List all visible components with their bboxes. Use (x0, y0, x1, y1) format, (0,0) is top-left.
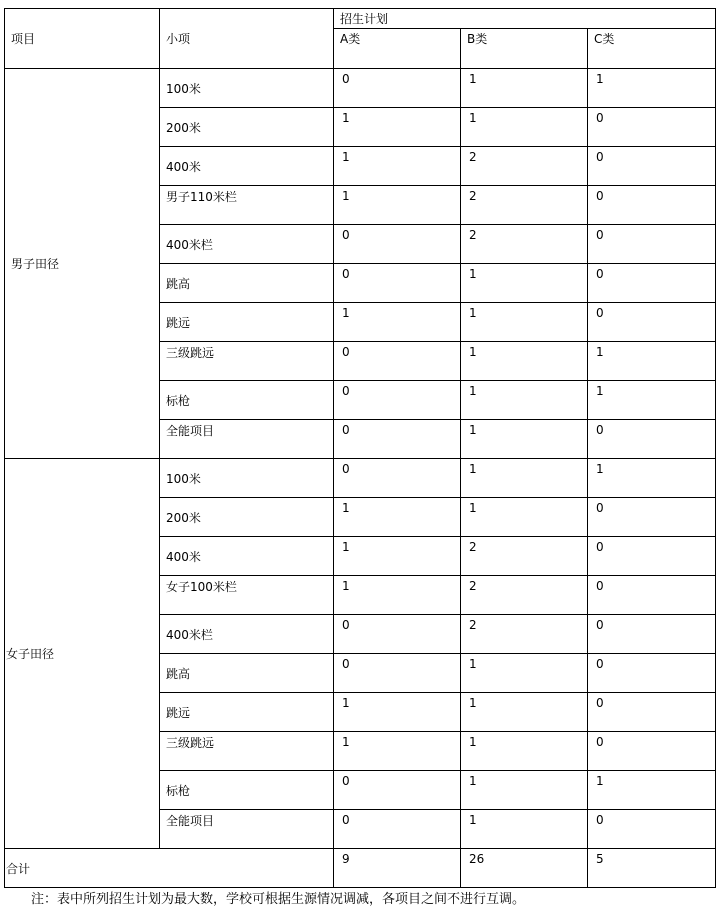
value-cell-a: 0 (334, 810, 461, 849)
subitem-cell: 跳高 (160, 654, 334, 693)
header-class-c: C类 (588, 29, 716, 69)
value-cell-c: 0 (588, 420, 716, 459)
value-cell-b: 1 (461, 264, 588, 303)
value-cell-a: 1 (334, 186, 461, 225)
value-cell-c: 0 (588, 108, 716, 147)
table-row (5, 459, 716, 498)
subitem-cell: 100米 (160, 69, 334, 108)
value-cell-a: 1 (334, 108, 461, 147)
value-cell-a: 0 (334, 69, 461, 108)
value-cell-a: 0 (334, 225, 461, 264)
value-cell-c: 1 (588, 771, 716, 810)
total-value-c: 5 (588, 849, 716, 888)
value-cell-c: 0 (588, 537, 716, 576)
subitem-cell: 跳远 (160, 693, 334, 732)
value-cell-b: 2 (461, 537, 588, 576)
value-cell-a: 0 (334, 342, 461, 381)
subitem-cell: 三级跳远 (160, 732, 334, 771)
subitem-cell: 跳远 (160, 303, 334, 342)
enrollment-plan-table (4, 8, 716, 888)
value-cell-a: 1 (334, 576, 461, 615)
value-cell-c: 0 (588, 576, 716, 615)
value-cell-c: 1 (588, 459, 716, 498)
subitem-cell: 三级跳远 (160, 342, 334, 381)
value-cell-c: 0 (588, 732, 716, 771)
value-cell-b: 1 (461, 459, 588, 498)
value-cell-a: 0 (334, 381, 461, 420)
value-cell-b: 1 (461, 342, 588, 381)
value-cell-b: 2 (461, 615, 588, 654)
value-cell-b: 1 (461, 69, 588, 108)
subitem-cell: 标枪 (160, 381, 334, 420)
value-cell-b: 1 (461, 654, 588, 693)
value-cell-a: 1 (334, 732, 461, 771)
value-cell-b: 2 (461, 186, 588, 225)
value-cell-b: 1 (461, 771, 588, 810)
subitem-cell: 女子100米栏 (160, 576, 334, 615)
subitem-cell: 400米 (160, 537, 334, 576)
value-cell-b: 2 (461, 225, 588, 264)
total-value-a: 9 (334, 849, 461, 888)
value-cell-c: 0 (588, 147, 716, 186)
value-cell-a: 0 (334, 420, 461, 459)
header-class-a: A类 (334, 29, 461, 69)
subitem-cell: 200米 (160, 108, 334, 147)
value-cell-c: 0 (588, 693, 716, 732)
total-value-b: 26 (461, 849, 588, 888)
value-cell-a: 1 (334, 498, 461, 537)
value-cell-b: 2 (461, 576, 588, 615)
value-cell-a: 1 (334, 303, 461, 342)
value-cell-c: 0 (588, 264, 716, 303)
subitem-cell: 全能项目 (160, 420, 334, 459)
value-cell-a: 0 (334, 615, 461, 654)
subitem-cell: 全能项目 (160, 810, 334, 849)
subitem-cell: 400米栏 (160, 615, 334, 654)
value-cell-b: 1 (461, 732, 588, 771)
value-cell-b: 1 (461, 810, 588, 849)
value-cell-a: 1 (334, 147, 461, 186)
value-cell-a: 0 (334, 771, 461, 810)
value-cell-b: 1 (461, 303, 588, 342)
value-cell-c: 0 (588, 654, 716, 693)
footnote: 注：表中所列招生计划为最大数，学校可根据生源情况调减，各项目之间不进行互调。 (31, 892, 526, 907)
value-cell-a: 0 (334, 264, 461, 303)
value-cell-c: 0 (588, 186, 716, 225)
value-cell-c: 0 (588, 498, 716, 537)
value-cell-a: 0 (334, 459, 461, 498)
value-cell-c: 1 (588, 69, 716, 108)
value-cell-b: 2 (461, 147, 588, 186)
table-row (5, 69, 716, 108)
total-row (5, 849, 716, 888)
value-cell-c: 0 (588, 615, 716, 654)
value-cell-b: 1 (461, 693, 588, 732)
value-cell-c: 1 (588, 381, 716, 420)
header-class-b: B类 (461, 29, 588, 69)
subitem-cell: 400米 (160, 147, 334, 186)
value-cell-c: 0 (588, 303, 716, 342)
value-cell-c: 1 (588, 342, 716, 381)
category-cell: 女子田径 (5, 459, 160, 849)
subitem-cell: 男子110米栏 (160, 186, 334, 225)
value-cell-c: 0 (588, 225, 716, 264)
subitem-cell: 200米 (160, 498, 334, 537)
subitem-cell: 跳高 (160, 264, 334, 303)
subitem-cell: 400米栏 (160, 225, 334, 264)
value-cell-a: 1 (334, 693, 461, 732)
header-subitem: 小项 (160, 9, 334, 69)
subitem-cell: 100米 (160, 459, 334, 498)
value-cell-a: 1 (334, 537, 461, 576)
value-cell-b: 1 (461, 381, 588, 420)
header-plan: 招生计划 (334, 9, 716, 29)
value-cell-a: 0 (334, 654, 461, 693)
header-project: 项目 (5, 9, 160, 69)
value-cell-b: 1 (461, 420, 588, 459)
value-cell-c: 0 (588, 810, 716, 849)
subitem-cell: 标枪 (160, 771, 334, 810)
value-cell-b: 1 (461, 108, 588, 147)
category-cell: 男子田径 (5, 69, 160, 459)
total-label: 合计 (5, 849, 334, 888)
value-cell-b: 1 (461, 498, 588, 537)
